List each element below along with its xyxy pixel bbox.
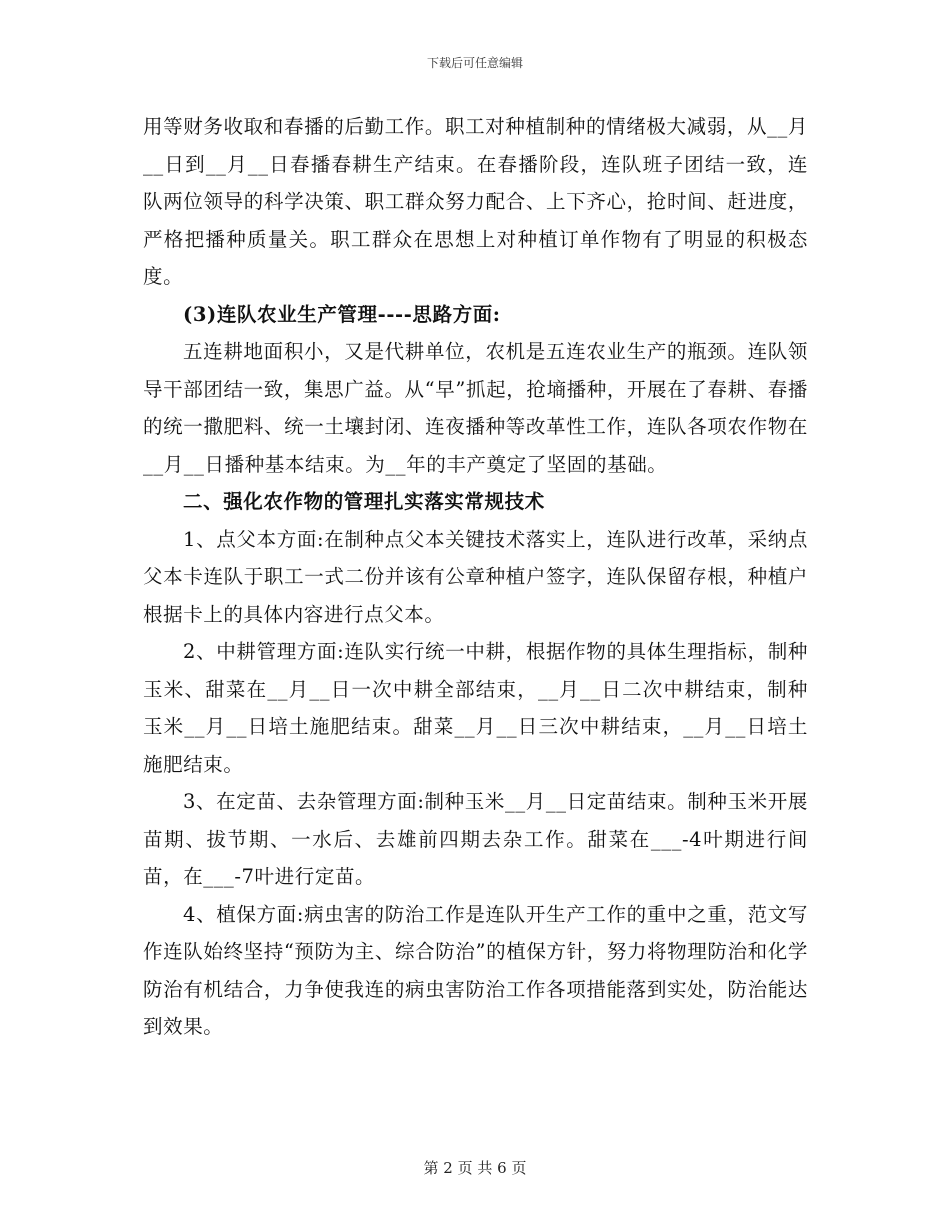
paragraph-spring-sowing-summary: 用等财务收取和春播的后勤工作。职工对种植制种的情绪极大减弱，从__月__日到__月__日春播春耕生产结束。在春播阶段，连队班子团结一致，连队两位领导的科学决策、职工群众努力配合、上下齐心，抢时间、赶进度，严格把播种质量关。职工群众在思想上对种植订单作物有了明显的积极态度。	[143, 115, 808, 288]
paragraph-item-4: 4、植保方面:病虫害的防治工作是连队开生产工作的重中之重，范文写作连队始终坚持“预防为主、综合防治”的植保方针，努力将物理防治和化学防治有机结合，力争使我连的病虫害防治工作各项措能落到实处，防治能达到效果。	[143, 902, 808, 1038]
section-heading-3: (3)连队农业生产管理----思路方面:	[183, 302, 501, 326]
paragraph-item-3: 3、在定苗、去杂管理方面:制种玉米__月__日定苗结束。制种玉米开展苗期、拔节期、一水后、去雄前四期去杂工作。甜菜在___-4叶期进行间苗，在___-7叶进行定苗。	[143, 790, 808, 888]
page-header-note: 下载后可任意编辑	[426, 56, 523, 70]
document-body	[143, 108, 808, 1046]
page-footer-number: 第 2 页 共 6 页	[423, 1159, 527, 1177]
paragraph-approach: 五连耕地面积小，又是代耕单位，农机是五连农业生产的瓶颈。连队领导干部团结一致，集思广益。从“早”抓起，抢墒播种，开展在了春耕、春播的统一撒肥料、统一土壤封闭、连夜播种等改革性工作，连队各项农作物在__月__日播种基本结束。为__年的丰产奠定了坚固的基础。	[143, 340, 808, 476]
section-heading-2: 二、强化农作物的管理扎实落实常规技术	[183, 490, 545, 513]
paragraph-item-1: 1、点父本方面:在制种点父本关键技术落实上，连队进行改革，采纳点父本卡连队于职工一式二份并该有公章种植户签字，连队保留存根，种植户根据卡上的具体内容进行点父本。	[143, 527, 808, 626]
paragraph-item-2: 2、中耕管理方面:连队实行统一中耕，根据作物的具体生理指标，制种玉米、甜菜在__月__日一次中耕全部结束，__月__日二次中耕结束，制种玉米__月__日培土施肥结束。甜菜__月__日三次中耕结束，__月__日培土施肥结束。	[143, 640, 808, 776]
